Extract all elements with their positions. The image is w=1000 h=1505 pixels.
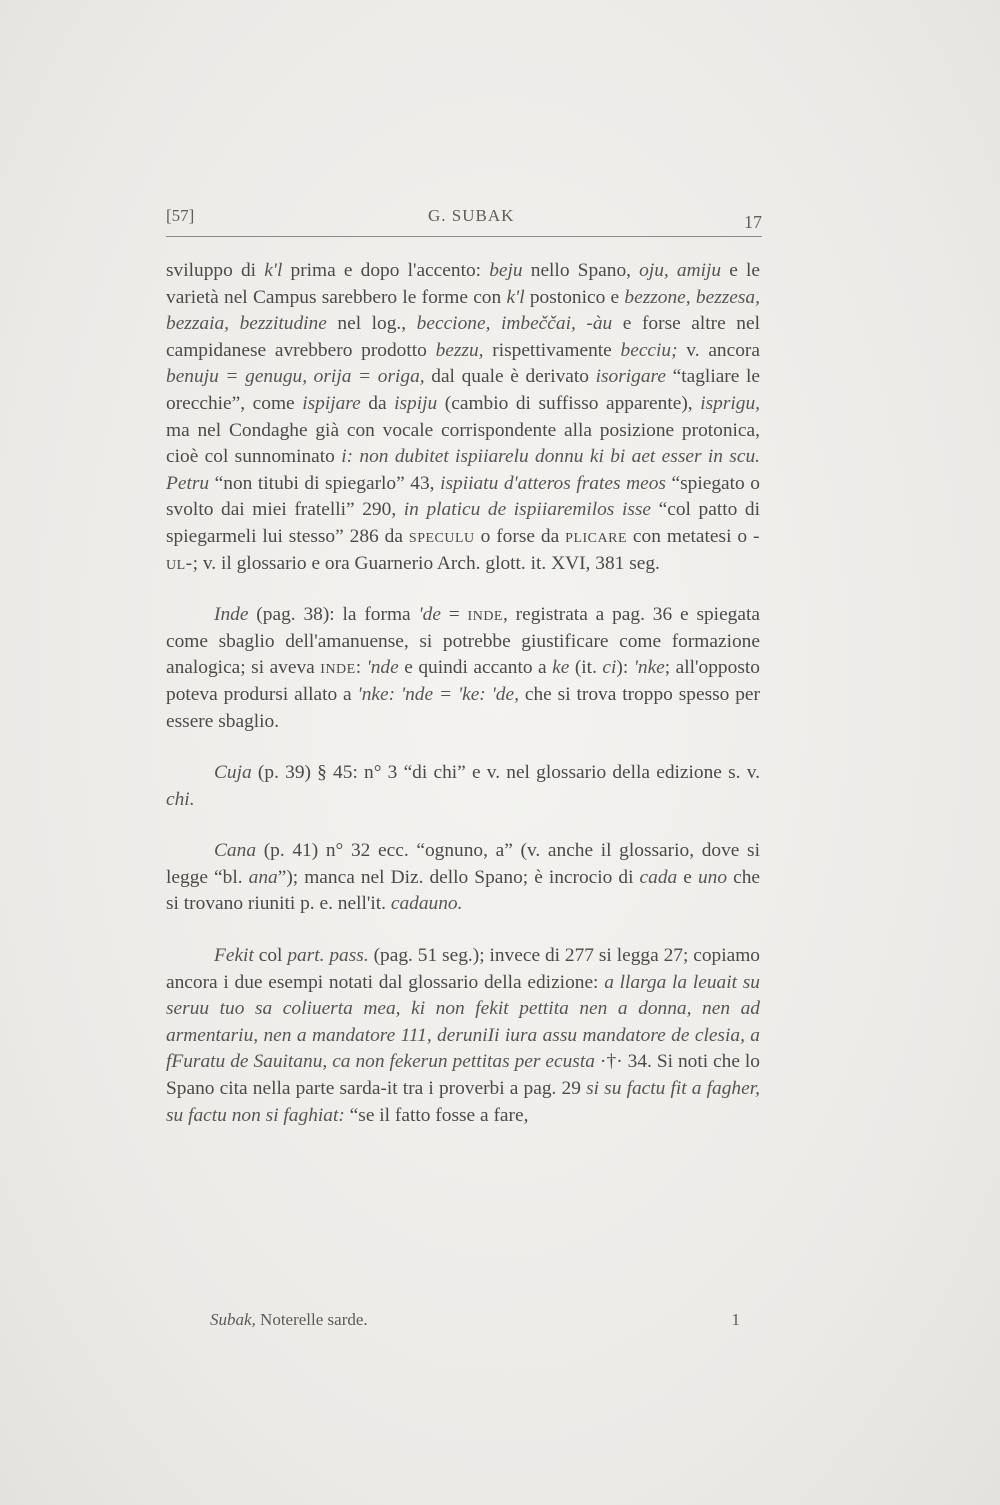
italic-span: benuju = genugu, orija = origa, [166, 366, 425, 388]
text-span: (pag. 38): la forma [248, 604, 419, 626]
text-span: v. ancora [677, 339, 760, 361]
paragraph [166, 258, 760, 577]
text-span: (pag. 51 seg.); invece di 277 si legga 27; copiamo ancora i due esempi notati dal glossario della edizione: [166, 945, 760, 993]
italic-span: Inde [214, 604, 249, 626]
small-caps-span: inde [320, 657, 356, 679]
small-caps-span: -ul- [166, 525, 760, 574]
italic-span: oju, amiju [639, 260, 722, 281]
italic-span: Cuja [214, 762, 252, 784]
footer-title-rest: Noterelle sarde. [255, 1310, 368, 1329]
italic-span: bezzone, bezzesa, bezzaia, bezzitudine [166, 286, 760, 335]
footer-signature: 1 [731, 1310, 740, 1329]
text-span: che si trova troppo spesso per essere sbaglio. [166, 683, 760, 732]
text-span: (it. [569, 657, 603, 679]
text-span: (cambio di suffisso apparente), [437, 392, 701, 414]
italic-span: i: non dubitet ispiiarelu donnu ki bi aet esser in scu. Petru [166, 446, 760, 494]
text-span: : [355, 657, 367, 679]
italic-span: beccione, imbeččai, -àu [416, 313, 613, 335]
small-caps-span: speculu [408, 525, 475, 547]
paragraph [166, 943, 760, 1129]
italic-span: ke [552, 657, 570, 679]
text-span: prima e dopo l'accento: [282, 260, 490, 281]
body-text [166, 258, 760, 1129]
italic-span: ispiju [394, 392, 438, 414]
text-span: rispettivamente [483, 339, 621, 361]
header-author: G. SUBAK [428, 206, 515, 225]
italic-span: chi. [166, 788, 195, 810]
text-span: e quindi accanto a [398, 657, 553, 679]
text-span: (p. 41) n° 32 ecc. “ognuno, a” (v. anche il glossario, dove si legge “bl. [166, 840, 760, 888]
footer-title [210, 1310, 368, 1330]
text-span: “se il fatto fosse a fare, [344, 1104, 529, 1126]
text-span: postonico e [524, 286, 625, 308]
italic-span: isorigare [595, 366, 666, 388]
header-page-number: 17 [744, 212, 762, 232]
text-span: e forse altre nel campidanese avrebbero prodotto [166, 313, 760, 361]
text-span: = [440, 604, 468, 626]
text-span: “tagliare le orecchie”, come [166, 366, 760, 414]
text-span: o forse da [474, 525, 566, 547]
text-span: col [253, 945, 288, 967]
italic-span: k'l [506, 286, 525, 308]
text-span: sviluppo di [166, 260, 265, 281]
header-rule [166, 236, 762, 237]
italic-span: 'nke [633, 657, 665, 679]
text-span: ”); manca nel Diz. dello Spano; è incrocio di [277, 866, 640, 888]
italic-span: cadauno. [390, 893, 463, 915]
text-span: nello Spano, [522, 260, 640, 281]
italic-span: part. pass. [287, 945, 369, 967]
paragraph [166, 760, 760, 813]
text-span: che si trovano riuniti p. e. nell'it. [166, 866, 760, 915]
italic-span: ispiiatu d'atteros frates meos [440, 472, 666, 494]
text-span: ; all'opposto poteva prodursi allato a [166, 657, 760, 705]
italic-span: si su factu fit a fagher, su factu non si faghiat: [166, 1078, 760, 1126]
italic-span: 'nke: 'nde = 'ke: 'de, [357, 683, 519, 705]
italic-span: becciu; [620, 339, 678, 361]
text-span: “spiegato o svolto dai miei fratelli” 290, [166, 472, 760, 521]
small-caps-span: plicare [565, 525, 627, 547]
italic-span: 'nde [366, 657, 399, 679]
text-span: ma nel Condaghe già con vocale corrispondente alla posizione protonica, cioè col sunnominato [166, 419, 760, 468]
italic-span: a llarga la leuait su seruu tuo sa coliuerta mea, ki non fekit pettita nen a donna, nen ad armentariu, nen a mandatore 111, deruniIi iura assu mandatore de clesia, a fFuratu de Sauitanu, ca non fekerun pettitas per ecusta [166, 971, 760, 1073]
italic-span: cada [639, 866, 678, 888]
paragraph [166, 602, 760, 735]
italic-span: isprigu, [700, 392, 760, 414]
text-span: (p. 39) § 45: n° 3 “di chi” e v. nel glossario della edizione s. v. [251, 762, 760, 784]
italic-span: in platicu de ispiiaremilos isse [403, 499, 652, 521]
text-span: ·†· 34. Si noti che lo Spano cita nella parte sarda-it tra i proverbi a pag. 29 [166, 1051, 760, 1100]
italic-span: uno [697, 866, 728, 888]
text-span: da [360, 392, 395, 414]
italic-span: bezzu, [435, 339, 484, 361]
text-span: e [677, 866, 698, 888]
italic-span: ispijare [302, 392, 361, 414]
text-span: ): [616, 657, 634, 679]
footer-author: Subak, [210, 1310, 256, 1329]
italic-span: ci [602, 657, 617, 679]
italic-span: Fekit [214, 945, 254, 967]
text-span: , registrata a pag. 36 e spiegata come sbaglio dell'amanuense, si potrebbe giustificare come formazione analogica; si aveva [166, 604, 760, 679]
text-span: ; v. il glossario e ora Guarnerio Arch. glott. it. XVI, 381 seg. [192, 552, 660, 574]
text-span: nel log., [326, 313, 417, 335]
paragraph [166, 838, 760, 918]
header-page-bracket: [57] [166, 206, 195, 225]
text-span: con metatesi o [627, 525, 754, 547]
text-span: “col patto di spiegarmeli lui stesso” 286 da [166, 499, 760, 547]
text-span: “non titubi di spiegarlo” 43, [209, 472, 441, 494]
italic-span: beju [489, 260, 523, 281]
small-caps-span: inde [467, 604, 503, 626]
running-header [166, 206, 762, 236]
italic-span: ana [248, 866, 278, 888]
italic-span: 'de [418, 604, 441, 626]
text-span: e le varietà nel Campus sarebbero le forme con [166, 260, 761, 308]
italic-span: k'l [264, 260, 283, 281]
text-span: dal quale è derivato [424, 366, 596, 388]
italic-span: Cana [214, 840, 257, 862]
